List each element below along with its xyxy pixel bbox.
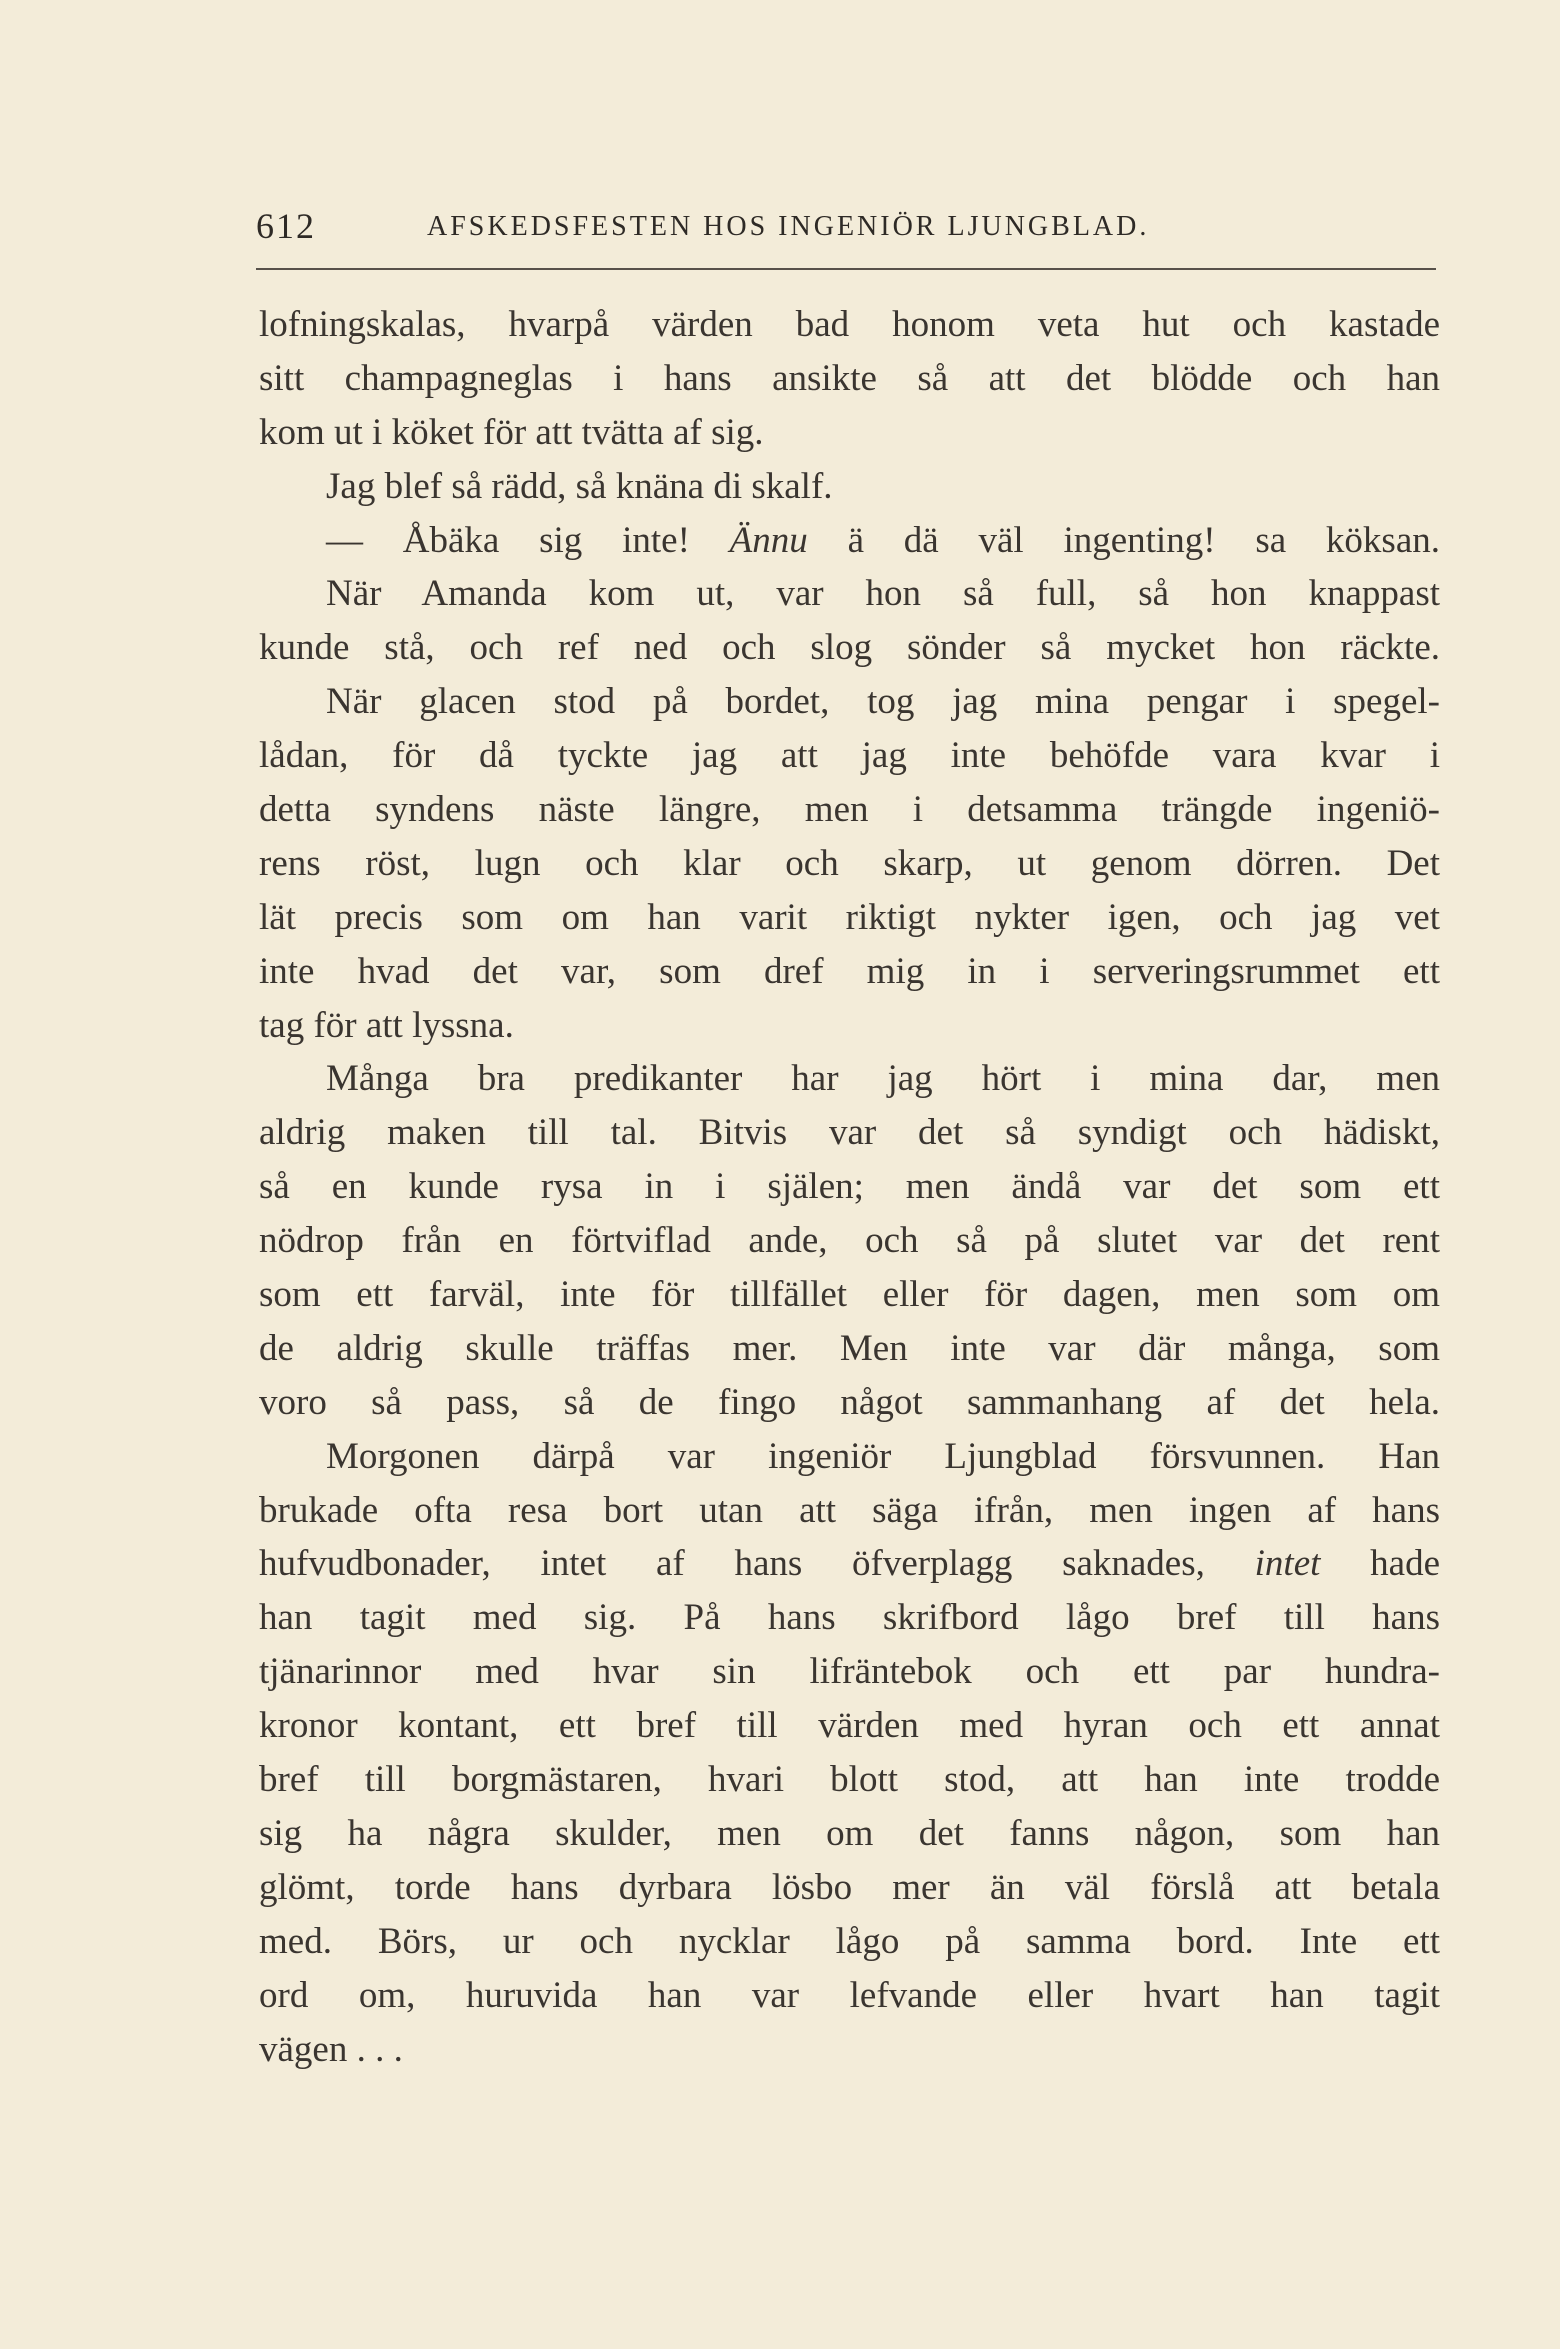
text-line: detta syndens näste längre, men i detsamma trängde ingeniö- [259, 789, 1440, 831]
text-line [259, 514, 1440, 568]
text-line: inte hvad det var, som dref mig in i serveringsrummet ett [259, 950, 1440, 992]
text-line: med. Börs, ur och nycklar lågo på samma bord. Inte ett [259, 1920, 1440, 1962]
text-span: hufvudbonader, intet af hans öfverplagg saknades, [259, 1543, 1205, 1585]
text-line: tjänarinnor med hvar sin lifräntebok och ett par hundra- [259, 1651, 1440, 1693]
text-line: lät precis som om han varit riktigt nykter igen, och jag vet [259, 896, 1440, 938]
text-line: han tagit med sig. På hans skrifbord lågo bref till hans [259, 1597, 1440, 1639]
text-line: voro så pass, så de fingo något sammanhang af det hela. [259, 1381, 1440, 1423]
running-title: AFSKEDSFESTEN HOS INGENIÖR LJUNGBLAD. [427, 211, 1150, 242]
page-header [256, 205, 1436, 257]
text-line: När Amanda kom ut, var hon så full, så hon knappast [326, 573, 1440, 615]
text-line: Morgonen därpå var ingeniör Ljungblad försvunnen. Han [326, 1435, 1440, 1477]
italic-word: Ännu [729, 519, 808, 561]
text-line: så en kunde rysa in i själen; men ändå var det som ett [259, 1166, 1440, 1208]
body-text [259, 298, 1440, 2076]
text-line: När glacen stod på bordet, tog jag mina pengar i spegel- [326, 681, 1440, 723]
text-line: ord om, huruvida han var lefvande eller hvart han tagit [259, 1974, 1440, 2016]
text-line: lådan, för då tyckte jag att jag inte behöfde vara kvar i [259, 735, 1440, 777]
italic-word: intet [1254, 1543, 1321, 1585]
text-line: vägen . . . [259, 2028, 403, 2070]
text-line: nödrop från en förtviflad ande, och så på slutet var det rent [259, 1220, 1440, 1262]
text-line: kom ut i köket för att tvätta af sig. [259, 411, 764, 453]
text-line: Många bra predikanter har jag hört i mina dar, men [326, 1058, 1440, 1100]
header-rule [256, 268, 1436, 270]
text-span: ä dä väl ingenting! sa köksan. [847, 519, 1440, 561]
text-line: lofningskalas, hvarpå värden bad honom veta hut och kastade [259, 304, 1440, 345]
text-line: de aldrig skulle träffas mer. Men inte var där många, som [259, 1327, 1440, 1369]
text-line: sig ha några skulder, men om det fanns någon, som han [259, 1812, 1440, 1854]
text-line: kunde stå, och ref ned och slog sönder så mycket hon räckte. [259, 627, 1440, 669]
text-line: rens röst, lugn och klar och skarp, ut genom dörren. Det [259, 842, 1440, 884]
text-line: glömt, torde hans dyrbara lösbo mer än väl förslå att betala [259, 1866, 1440, 1908]
text-line: som ett farväl, inte för tillfället eller för dagen, men som om [259, 1274, 1440, 1316]
text-line: kronor kontant, ett bref till värden med hyran och ett annat [259, 1705, 1440, 1747]
text-span: hade [1370, 1543, 1441, 1585]
text-line: brukade ofta resa bort utan att säga ifrån, men ingen af hans [259, 1489, 1440, 1531]
text-span: — Åbäka sig inte! [326, 519, 690, 561]
text-line: sitt champagneglas i hans ansikte så att det blödde och han [259, 357, 1440, 399]
text-line: tag för att lyssna. [259, 1004, 514, 1046]
text-line [259, 1537, 1440, 1591]
text-line: Jag blef så rädd, så knäna di skalf. [326, 465, 833, 507]
text-line: aldrig maken till tal. Bitvis var det så syndigt och hädiskt, [259, 1112, 1440, 1154]
text-line: bref till borgmästaren, hvari blott stod, att han inte trodde [259, 1759, 1440, 1801]
page-number: 612 [256, 206, 316, 246]
